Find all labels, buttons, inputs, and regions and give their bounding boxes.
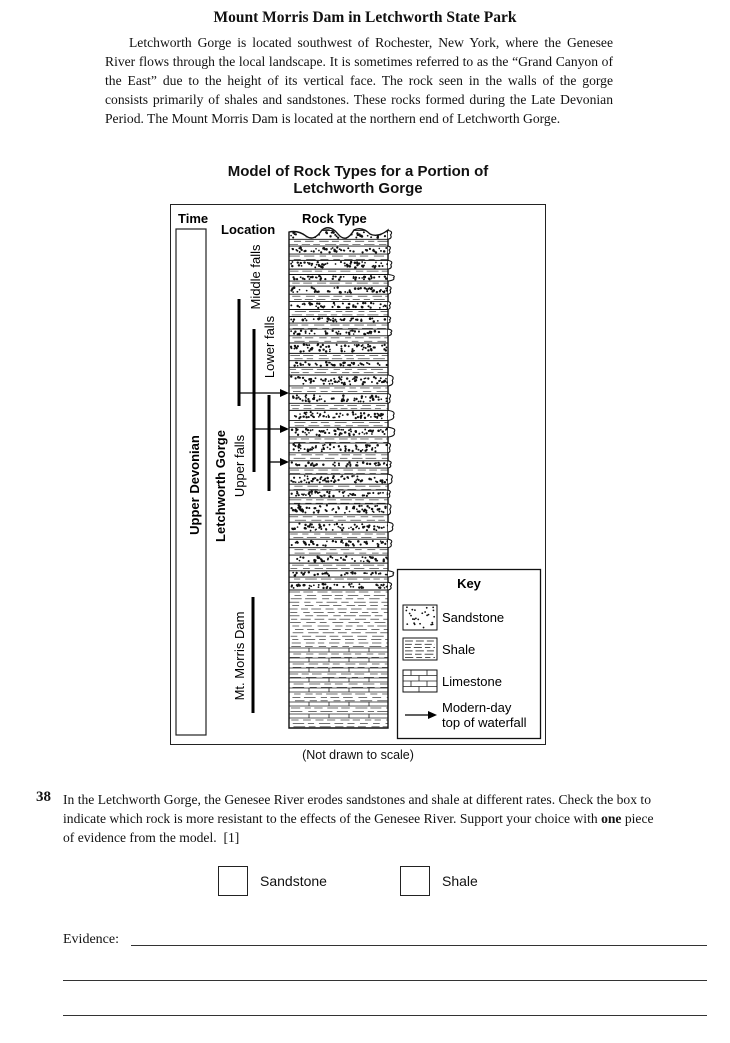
lower-falls-arrow bbox=[280, 425, 289, 433]
key-sandstone-swatch bbox=[403, 605, 437, 630]
question-text-part1: In the Letchworth Gorge, the Genesee River erodes sandstones and shale at different rates. Check the box to indicate which rock is more resistant to the effects of the Genesee River. Support your choice with bbox=[63, 792, 651, 826]
key-waterfall-label-2: top of waterfall bbox=[442, 715, 527, 730]
key-box bbox=[398, 570, 541, 739]
choice-shale bbox=[400, 866, 478, 896]
question-number: 38 bbox=[36, 789, 51, 805]
scale-note: (Not drawn to scale) bbox=[302, 748, 414, 762]
middle-falls-arrow bbox=[280, 389, 289, 397]
sandstone-choice-label: Sandstone bbox=[260, 873, 327, 889]
sandstone-checkbox[interactable] bbox=[218, 866, 248, 896]
rock-column bbox=[289, 220, 394, 730]
question-text bbox=[63, 790, 663, 847]
evidence-label: Evidence: bbox=[63, 932, 119, 947]
location-header: Location bbox=[221, 222, 276, 237]
question-text-part2: piece of evidence from the model. bbox=[63, 811, 654, 845]
model-title-line2: Letchworth Gorge bbox=[293, 180, 423, 197]
upper-falls-label: Upper falls bbox=[232, 434, 247, 498]
shale-checkbox[interactable] bbox=[400, 866, 430, 896]
evidence-line-2[interactable] bbox=[63, 980, 707, 981]
middle-falls-label: Middle falls bbox=[248, 244, 263, 310]
column-ledges bbox=[388, 230, 395, 590]
shale-choice-label: Shale bbox=[442, 873, 478, 889]
question-points: [1] bbox=[223, 830, 240, 845]
upper-devonian-label: Upper Devonian bbox=[187, 435, 202, 535]
evidence-line-1[interactable] bbox=[131, 945, 707, 946]
intro-paragraph: Letchworth Gorge is located southwest of Rochester, New York, where the Genesee River flows through the local landscape. It is sometimes referred to as the “Grand Canyon of the East” due to the height of its vertical face. The rock seen in the walls of the gorge consists primarily of shales and sandstones. These rocks formed during the Late Devonian Period. The Mount Morris Dam is located at the northern end of Letchworth Gorge. bbox=[105, 35, 613, 126]
model-title-line1: Model of Rock Types for a Portion of bbox=[227, 163, 489, 180]
key-title: Key bbox=[457, 576, 481, 591]
page-title: Mount Morris Dam in Letchworth State Park bbox=[213, 9, 517, 26]
lower-falls-label: Lower falls bbox=[262, 315, 277, 379]
key-sandstone-label: Sandstone bbox=[442, 610, 505, 625]
letchworth-gorge-label: Letchworth Gorge bbox=[213, 430, 228, 542]
question-text-bold: one bbox=[601, 811, 622, 826]
key-waterfall-label-1: Modern-day bbox=[442, 700, 512, 715]
key-shale-label: Shale bbox=[442, 642, 476, 657]
evidence-line-3[interactable] bbox=[63, 1015, 707, 1016]
key-limestone-label: Limestone bbox=[442, 674, 502, 689]
choice-sandstone bbox=[218, 866, 327, 896]
rock-type-header: Rock Type bbox=[302, 211, 367, 226]
mt-morris-dam-label: Mt. Morris Dam bbox=[232, 611, 247, 701]
upper-falls-arrow bbox=[280, 458, 289, 466]
time-header: Time bbox=[178, 211, 209, 226]
